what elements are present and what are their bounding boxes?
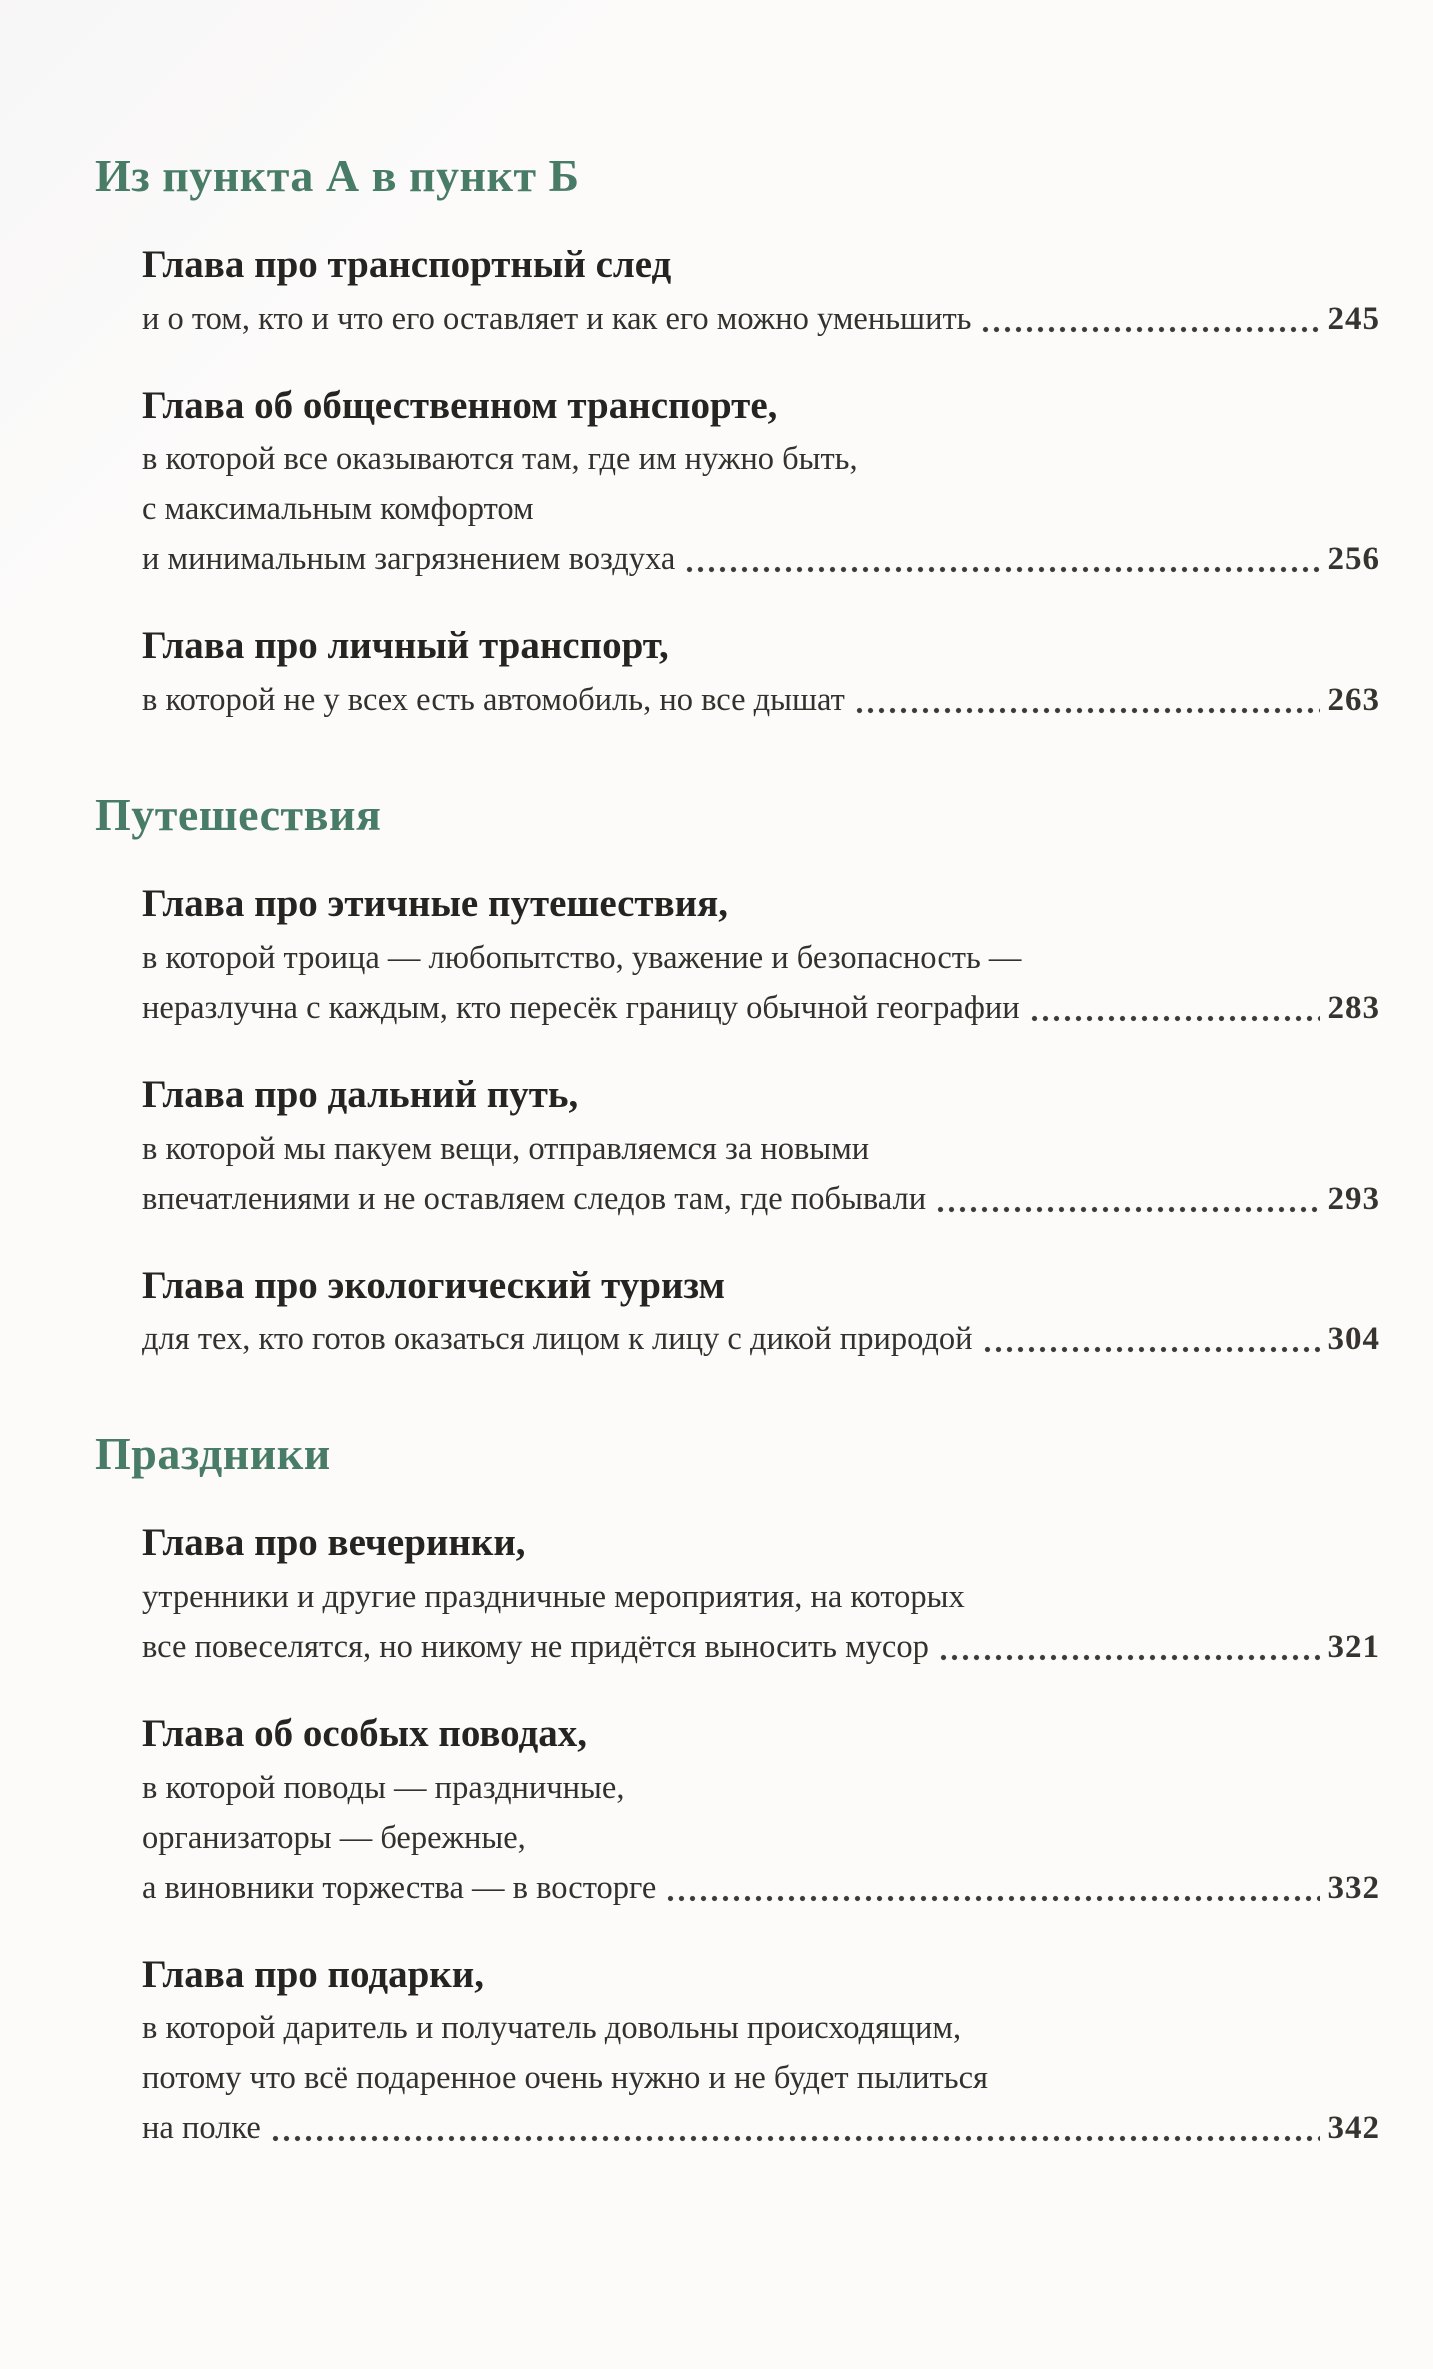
page-number: 304 <box>1327 1321 1380 1358</box>
chapter-title: Глава об особых поводах, <box>142 1711 588 1755</box>
chapter-description-text: все повеселятся, но никому не придётся выносить мусор <box>142 1628 929 1665</box>
chapter-description-last-line <box>142 1622 1380 1672</box>
chapter-title: Глава про транспортный след <box>142 242 672 286</box>
chapter-description-line: утренники и другие праздничные мероприятия, на которых <box>142 1578 965 1615</box>
chapter-title: Глава про личный транспорт, <box>142 624 669 668</box>
dot-leader <box>270 2103 1320 2153</box>
toc-entry <box>142 1071 1380 1224</box>
chapter-description-line: в которой поводы — праздничные, <box>142 1769 625 1806</box>
chapter-title: Глава про вечеринки, <box>142 1521 526 1565</box>
chapter-title: Глава об общественном транспорте, <box>142 383 778 427</box>
chapter-title: Глава про дальний путь, <box>142 1072 579 1116</box>
chapter-description-text: и о том, кто и что его оставляет и как его можно уменьшить <box>142 300 972 337</box>
dot-leader <box>982 1314 1320 1364</box>
chapter-description-last-line <box>142 1863 1380 1913</box>
chapter-description-line: организаторы — бережные, <box>142 1819 526 1856</box>
chapter-description-last-line <box>142 534 1380 584</box>
chapter-description-text: на полке <box>142 2110 261 2147</box>
chapter-description-line: в которой все оказываются там, где им нужно быть, <box>142 441 858 478</box>
dot-leader <box>665 1863 1319 1913</box>
section-heading: Путешествия <box>95 789 382 841</box>
toc-sections <box>95 150 1380 2153</box>
chapter-description-last-line <box>142 2103 1380 2153</box>
chapter-description-line: в которой мы пакуем вещи, отправляемся за новыми <box>142 1130 870 1167</box>
chapter-description-text: впечатлениями и не оставляем следов там, где побывали <box>142 1180 927 1217</box>
chapter-description-text: а виновники торжества — в восторге <box>142 1869 657 1906</box>
chapter-description-last-line <box>142 983 1380 1033</box>
chapter-description-text: в которой не у всех есть автомобиль, но все дышат <box>142 682 845 719</box>
chapter-description-line: с максимальным комфортом <box>142 491 534 528</box>
chapter-title: Глава про подарки, <box>142 1952 484 1996</box>
page-number: 321 <box>1327 1628 1380 1665</box>
chapter-description-text: и минимальным загрязнением воздуха <box>142 541 676 578</box>
dot-leader <box>980 294 1319 344</box>
toc-entry <box>142 880 1380 1033</box>
toc-entry <box>142 1951 1380 2154</box>
toc-entry <box>142 241 1380 344</box>
page-number: 332 <box>1327 1869 1380 1906</box>
chapter-description-line: в которой троица — любопытство, уважение и безопасность — <box>142 939 1022 976</box>
chapter-title: Глава про экологический туризм <box>142 1263 726 1307</box>
page-number: 263 <box>1327 682 1380 719</box>
chapter-description-line: в которой даритель и получатель довольны происходящим, <box>142 2010 962 2047</box>
section-heading: Праздники <box>95 1428 331 1480</box>
section-heading: Из пункта А в пункт Б <box>95 150 580 201</box>
chapter-description-text: для тех, кто готов оказаться лицом к лицу с дикой природой <box>142 1321 973 1358</box>
page-number: 283 <box>1327 989 1380 1026</box>
chapter-description-line: потому что всё подаренное очень нужно и не будет пылиться <box>142 2060 988 2097</box>
chapter-description-text: неразлучна с каждым, кто пересёк границу обычной географии <box>142 989 1020 1026</box>
chapter-title: Глава про этичные путешествия, <box>142 882 728 926</box>
chapter-description-last-line <box>142 675 1380 725</box>
chapter-description-last-line <box>142 1314 1380 1364</box>
dot-leader <box>935 1174 1319 1224</box>
toc-entry <box>142 622 1380 725</box>
dot-leader <box>1029 983 1320 1033</box>
toc-entry <box>142 1262 1380 1365</box>
page-number: 256 <box>1327 541 1380 578</box>
chapter-description-last-line <box>142 294 1380 344</box>
dot-leader <box>854 675 1320 725</box>
dot-leader <box>684 534 1319 584</box>
page-number: 293 <box>1327 1180 1380 1217</box>
toc-entry <box>142 382 1380 585</box>
toc-entry <box>142 1519 1380 1672</box>
chapter-description-last-line <box>142 1174 1380 1224</box>
dot-leader <box>938 1622 1320 1672</box>
toc-entry <box>142 1710 1380 1913</box>
page-number: 342 <box>1327 2110 1380 2147</box>
page-number: 245 <box>1327 300 1380 337</box>
